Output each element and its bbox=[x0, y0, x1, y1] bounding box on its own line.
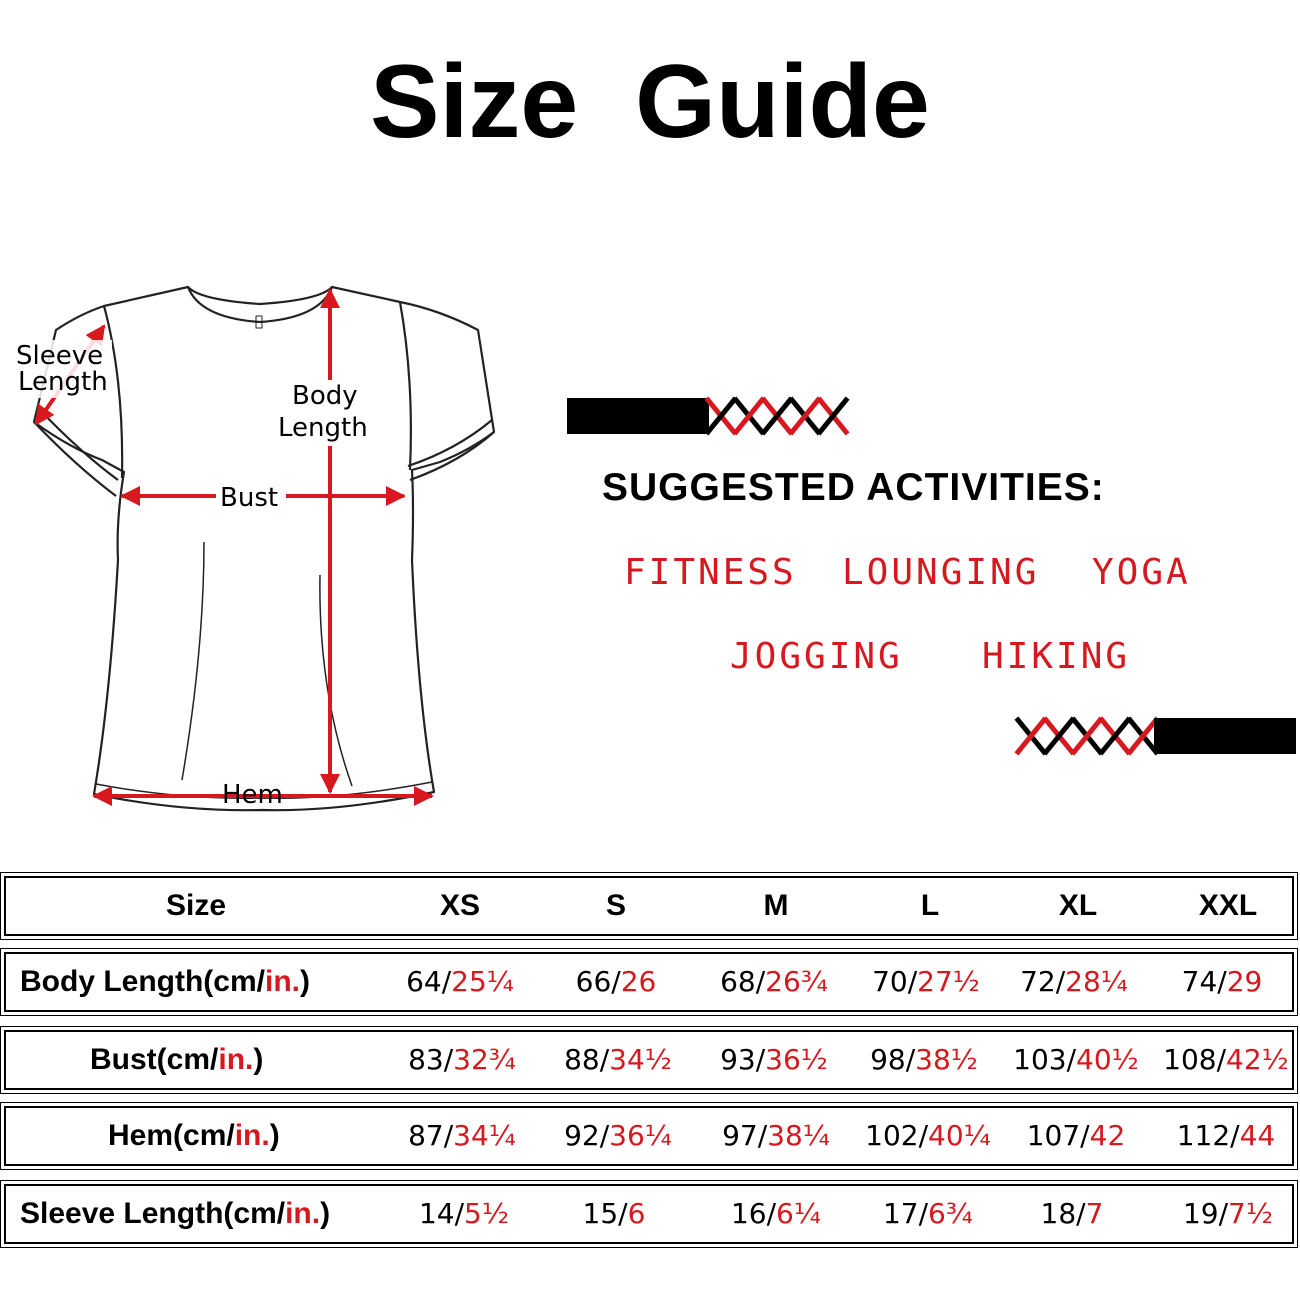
size-header-l: L bbox=[920, 889, 940, 922]
activities-title: SUGGESTED ACTIVITIES: bbox=[602, 466, 1105, 509]
table-cell: 64/25¼ bbox=[406, 965, 514, 998]
table-cell: 87/34¼ bbox=[408, 1119, 516, 1152]
activity-yoga: YOGA bbox=[1092, 552, 1191, 593]
bust-row bbox=[4, 1030, 1294, 1090]
table-cell: 14/5½ bbox=[418, 1197, 509, 1230]
activity-lounging: LOUNGING bbox=[842, 552, 1040, 593]
table-cell: 107/42 bbox=[1026, 1119, 1126, 1152]
table-cell: 103/40½ bbox=[1013, 1043, 1139, 1076]
table-cell: 19/7½ bbox=[1182, 1197, 1273, 1230]
activity-hiking: HIKING bbox=[982, 636, 1131, 677]
decor-cross-pattern-bottom-icon bbox=[1014, 716, 1160, 756]
size-table-header-row bbox=[4, 876, 1294, 936]
table-cell: 66/26 bbox=[575, 965, 657, 998]
table-cell: 92/36¼ bbox=[564, 1119, 672, 1152]
size-header-xxl: XXL bbox=[1198, 889, 1258, 922]
size-header-s: S bbox=[605, 889, 626, 922]
table-cell: 83/32¾ bbox=[408, 1043, 516, 1076]
size-header-xl: XL bbox=[1058, 889, 1098, 922]
table-cell: 70/27½ bbox=[872, 965, 980, 998]
activity-fitness: FITNESS bbox=[624, 552, 797, 593]
tshirt-diagram bbox=[0, 270, 520, 830]
table-cell: 74/29 bbox=[1181, 965, 1263, 998]
table-cell: 93/36½ bbox=[720, 1043, 828, 1076]
table-cell: 72/28¼ bbox=[1020, 965, 1128, 998]
body-length-row-label: Body Length(cm/in.) bbox=[20, 965, 310, 998]
size-header-label: Size bbox=[166, 889, 227, 922]
bust-row-label: Bust(cm/in.) bbox=[90, 1043, 264, 1076]
bust-label: Bust bbox=[220, 483, 279, 513]
body-length-label-line1: Body bbox=[292, 381, 358, 411]
table-cell: 88/34½ bbox=[564, 1043, 672, 1076]
table-cell: 18/7 bbox=[1040, 1197, 1104, 1230]
decor-cross-pattern-top-icon bbox=[704, 396, 850, 436]
table-cell: 112/44 bbox=[1176, 1119, 1276, 1152]
sleeve-length-label-line2: Length bbox=[18, 367, 108, 397]
hem-row bbox=[4, 1106, 1294, 1166]
hem-label: Hem bbox=[222, 780, 283, 810]
table-cell: 15/6 bbox=[582, 1197, 646, 1230]
page-title: Size Guide bbox=[370, 44, 930, 160]
activity-jogging: JOGGING bbox=[730, 636, 903, 677]
size-header-xs: XS bbox=[439, 889, 481, 922]
sleeve-length-label-line1: Sleeve bbox=[16, 341, 104, 371]
table-cell: 68/26¾ bbox=[720, 965, 828, 998]
body-length-row bbox=[4, 952, 1294, 1012]
sleeve-length-row bbox=[4, 1184, 1294, 1244]
table-cell: 98/38½ bbox=[870, 1043, 978, 1076]
hem-row-label: Hem(cm/in.) bbox=[108, 1119, 280, 1152]
decor-bar-top bbox=[567, 398, 709, 434]
sleeve-length-row-label: Sleeve Length(cm/in.) bbox=[20, 1197, 331, 1230]
table-cell: 108/42½ bbox=[1163, 1043, 1289, 1076]
table-cell: 17/6¾ bbox=[882, 1197, 973, 1230]
decor-bar-bottom bbox=[1154, 718, 1296, 754]
table-cell: 102/40¼ bbox=[865, 1119, 991, 1152]
size-header-m: M bbox=[763, 889, 789, 922]
body-length-label-line2: Length bbox=[278, 413, 368, 443]
table-cell: 16/6¼ bbox=[730, 1197, 821, 1230]
table-cell: 97/38¼ bbox=[722, 1119, 830, 1152]
